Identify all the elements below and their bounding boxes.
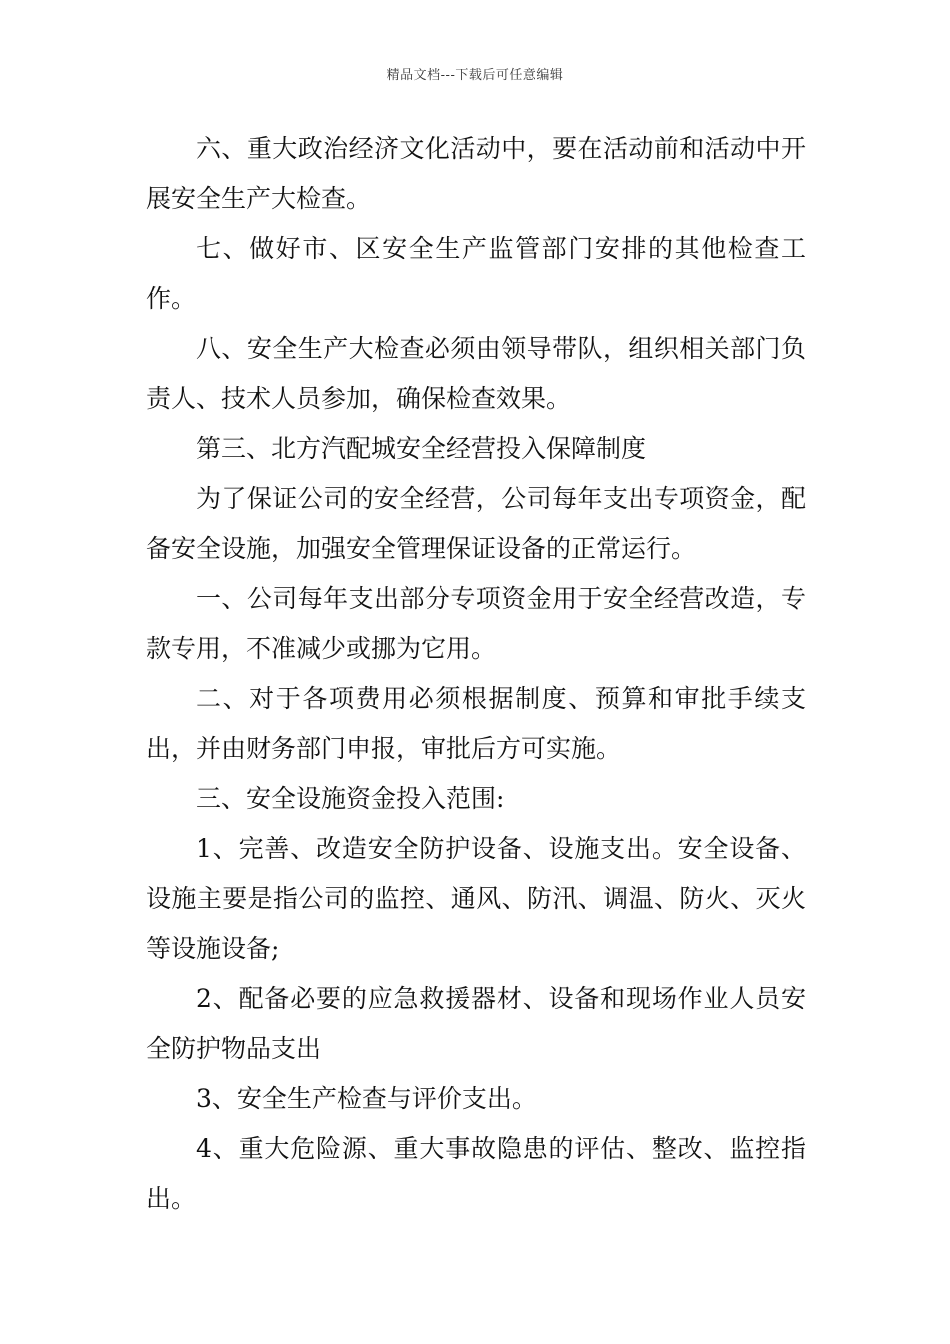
paragraph: 二、对于各项费用必须根据制度、预算和审批手续支出，并由财务部门申报，审批后方可实施。 (146, 684, 806, 763)
document-body (146, 124, 806, 1224)
paragraph: 七、做好市、区安全生产监管部门安排的其他检查工作。 (146, 234, 806, 313)
page-header: 精品文档---下载后可任意编辑 (386, 68, 564, 83)
paragraph: 一、公司每年支出部分专项资金用于安全经营改造，专款专用，不准减少或挪为它用。 (146, 584, 806, 663)
paragraph: 1、完善、改造安全防护设备、设施支出。安全设备、设施主要是指公司的监控、通风、防汛、调温、防火、灭火等设施设备; (146, 834, 806, 963)
paragraph: 三、安全设施资金投入范围: (196, 784, 505, 813)
section-heading: 第三、北方汽配城安全经营投入保障制度 (196, 434, 647, 463)
paragraph: 八、安全生产大检查必须由领导带队，组织相关部门负责人、技术人员参加，确保检查效果。 (146, 334, 806, 413)
paragraph: 2、配备必要的应急救援器材、设备和现场作业人员安全防护物品支出 (146, 984, 806, 1063)
paragraph: 六、重大政治经济文化活动中，要在活动前和活动中开展安全生产大检查。 (146, 134, 806, 213)
paragraph: 为了保证公司的安全经营，公司每年支出专项资金，配备安全设施，加强安全管理保证设备的正常运行。 (146, 484, 806, 563)
paragraph: 4、重大危险源、重大事故隐患的评估、整改、监控指出。 (146, 1134, 806, 1213)
paragraph: 3、安全生产检查与评价支出。 (196, 1084, 537, 1113)
